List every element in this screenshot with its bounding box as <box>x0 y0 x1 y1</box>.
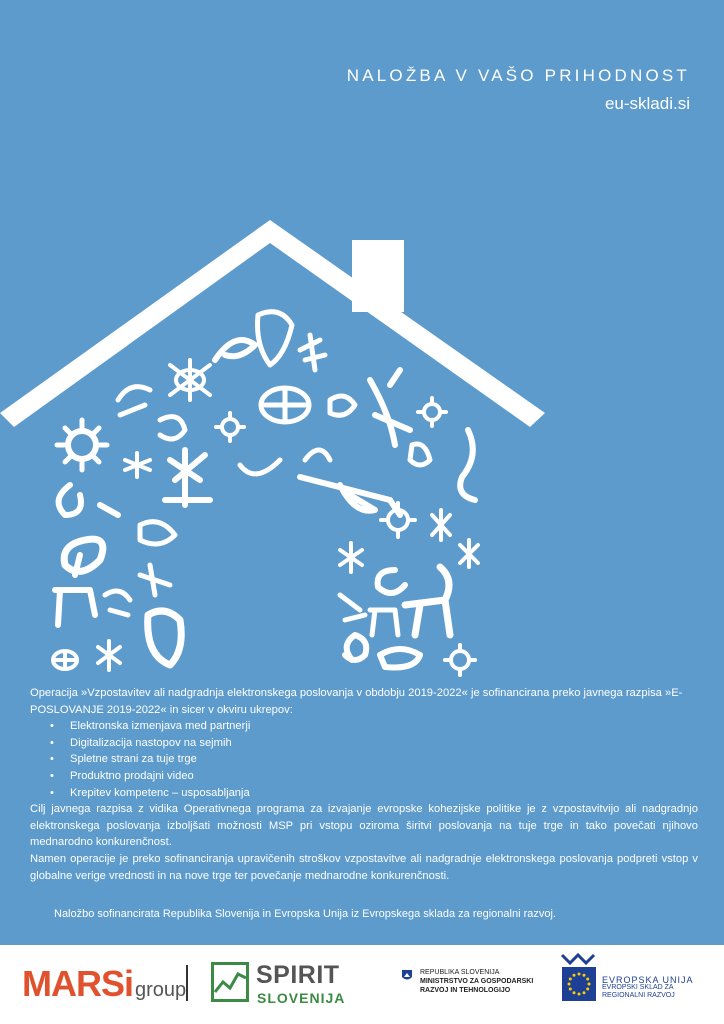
symbol-sun-mid <box>381 503 415 537</box>
ministry-line1: REPUBLIKA SLOVENIJA <box>420 969 500 976</box>
symbol-figure-1 <box>165 450 210 505</box>
eu-line3: REGIONALNI RAZVOJ <box>602 992 675 999</box>
symbol-pig <box>380 649 420 668</box>
symbol-snake-right <box>460 430 475 500</box>
list-item: • Spletne strani za tuje trge <box>70 751 698 768</box>
intro-paragraph: Operacija »Vzpostavitev ali nadgradnja elektronskega poslovanja v obdobju 2019-2022« je sofinancirana preko javnega razpisa »E-POSLOVANJE 2019-2022« in sicer v okviru ukrepov: <box>30 687 683 716</box>
slovenia-crest-icon <box>401 969 413 983</box>
symbol-bird-4 <box>340 595 365 620</box>
symbol-plough <box>300 477 400 515</box>
symbol-horse <box>405 567 450 635</box>
spirit-logo-name: SPIRIT <box>256 961 340 989</box>
symbol-star-1 <box>125 453 150 477</box>
symbol-bug-right-1 <box>340 543 362 572</box>
symbol-figure-2 <box>140 565 170 595</box>
house-illustration <box>0 215 724 685</box>
symbol-sun-right <box>418 398 446 426</box>
symbol-deer-right <box>370 370 410 445</box>
spirit-logo-sub: SLOVENIJA <box>257 990 346 1006</box>
symbol-bug-1 <box>170 360 210 400</box>
symbol-mask-3 <box>410 444 430 465</box>
marsi-logo-main: MARSi <box>22 963 133 1004</box>
ministry-logo <box>420 968 533 995</box>
symbol-vase <box>148 611 182 665</box>
symbol-swirl-bottom <box>345 635 366 660</box>
symbol-cluster-top <box>261 388 309 422</box>
body-text <box>30 685 698 884</box>
eu-line2: EVROPSKI SKLAD ZA <box>602 984 674 991</box>
symbol-sun-left <box>57 420 107 470</box>
goal-paragraph: Cilj javnega razpisa z vidika Operativnega programa za izvajanje evropske kohezijske politike je z vzpostavitvijo ali nadgradnjo elektronskega poslovanja izboljšati možnosti MSP pri vstopu oziroma širitvi poslovanja na tuje trge in tako povečati njihovo mednarodno konkurenčnost. <box>30 803 698 849</box>
website-link[interactable]: eu-skladi.si <box>604 94 690 113</box>
symbol-swirl-left <box>59 485 118 515</box>
symbol-snail-big <box>64 539 103 571</box>
symbol-star-2 <box>98 641 120 670</box>
symbol-swirl-1 <box>215 340 255 360</box>
symbol-swirl-right <box>378 570 405 593</box>
symbol-mask-2 <box>330 396 355 415</box>
eu-line1: EVROPSKA UNIJA <box>602 975 694 985</box>
symbol-fish <box>140 522 175 544</box>
funding-statement: Naložbo sofinancirata Republika Slovenija in Evropska Unija iz Evropskega sklada za regionalni razvoj. <box>54 908 556 920</box>
symbol-bug-2 <box>432 510 450 540</box>
symbol-boat <box>240 460 280 474</box>
symbol-swirl-2 <box>160 417 185 439</box>
footer-logos <box>0 945 724 1024</box>
marsi-logo <box>22 963 186 1005</box>
logo-divider <box>186 965 188 1001</box>
symbol-goat-right <box>370 610 398 635</box>
marsi-logo-group: group <box>135 979 187 1001</box>
eu-logo-text <box>602 976 694 1000</box>
eu-flag-icon <box>562 967 596 1001</box>
list-item: • Krepitev kompetenc – usposabljanja <box>70 785 698 802</box>
ministry-line3: RAZVOJ IN TEHNOLOGIJO <box>420 987 511 994</box>
symbol-hook <box>305 450 330 460</box>
symbol-sun-small <box>216 413 244 441</box>
list-item: • Elektronska izmenjava med partnerji <box>70 718 698 735</box>
symbol-sun-bottom <box>445 645 475 675</box>
measures-list <box>30 718 698 801</box>
symbol-bug-3 <box>53 651 77 669</box>
list-item: • Digitalizacija nastopov na sejmih <box>70 735 698 752</box>
tagline: NALOŽBA V VAŠO PRIHODNOST <box>346 66 690 85</box>
chimney-shape <box>352 240 404 312</box>
symbol-mask-1 <box>258 312 293 365</box>
symbol-bird-3 <box>105 591 130 615</box>
ministry-line2: MINISTRSTVO ZA GOSPODARSKI <box>420 978 534 985</box>
symbol-bug-right-2 <box>460 540 478 567</box>
spirit-chart-icon <box>213 966 249 1000</box>
roof-shape <box>0 220 545 427</box>
eu-arrow-icon <box>560 953 598 965</box>
symbol-bird-2 <box>118 387 150 415</box>
list-item: • Produktno prodajni video <box>70 768 698 785</box>
symbol-bird-1 <box>300 335 325 370</box>
purpose-paragraph: Namen operacije je preko sofinanciranja upravičenih stroškov vzpostavitve ali nadgradnje elektronskega poslovanja podpreti vstop v globalne verige vrednosti in na nove trge ter povečanje mednarodne konkurenčnosti. <box>30 852 698 882</box>
